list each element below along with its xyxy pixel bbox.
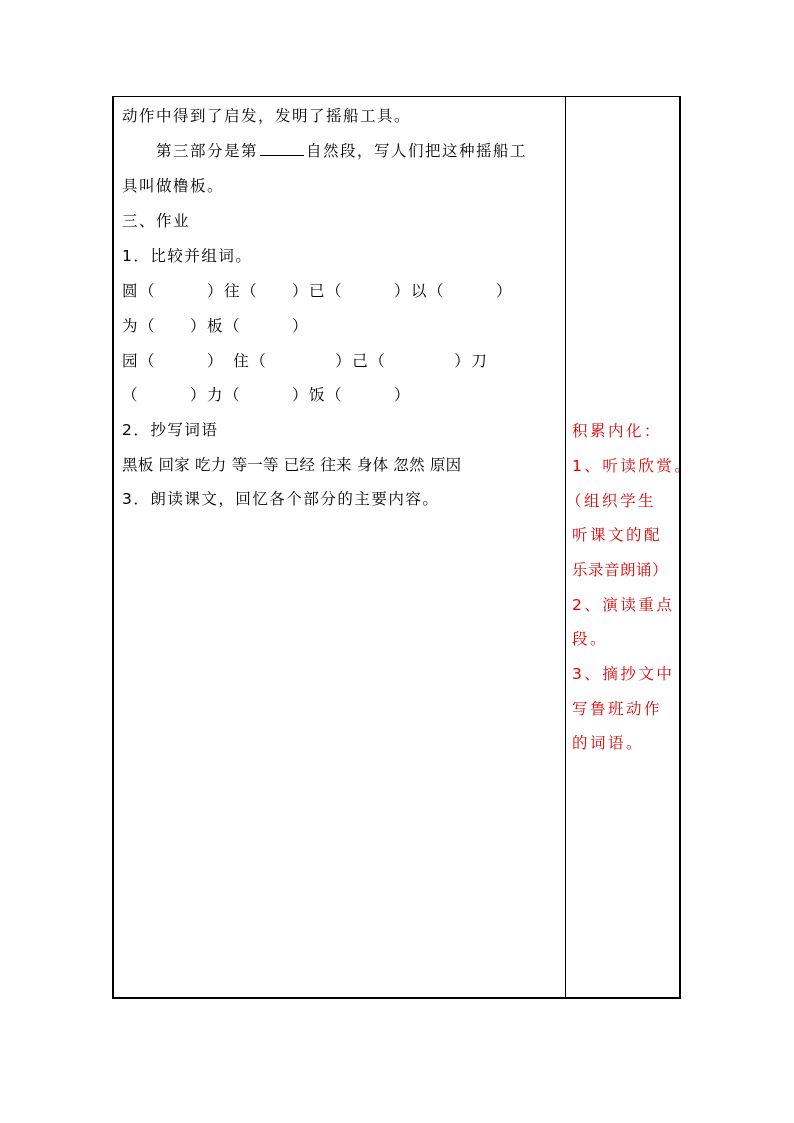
note-line-2: 1、听读欣赏。 [572, 457, 693, 475]
word-row-b: 为（ ）板（ ） [122, 317, 310, 335]
content-line-2-after: 自然段，写人们把这种摇船工 [306, 142, 528, 160]
homework-heading: 三、作业 [122, 212, 191, 230]
content-line-2-before: 第三部分是第 [156, 142, 259, 160]
note-line-3: （组织学生 [566, 492, 657, 510]
note-line-6: 2、演读重点 [572, 596, 675, 614]
word-row-a: 圆（ ）往（ ）已（ ）以（ ） [122, 282, 514, 300]
column-divider [565, 97, 566, 997]
note-line-7: 段。 [572, 630, 609, 648]
lesson-table [112, 96, 693, 999]
content-line-1: 动作中得到了启发，发明了摇船工具。 [122, 107, 412, 125]
content-line-3: 具叫做橹板。 [122, 177, 225, 195]
content-line-2 [156, 140, 527, 162]
word-row-c: 园（ ） 住（ ）己（ ）刀 [122, 352, 489, 370]
fill-blank [260, 141, 304, 156]
word-row-d: （ ）力（ ）饭（ ） [122, 386, 412, 404]
copy-words: 黑板 回家 吃力 等一等 已经 往来 身体 忽然 原因 [122, 456, 462, 474]
question-1: 1．比较并组词。 [122, 247, 253, 265]
question-2: 2．抄写词语 [122, 421, 219, 439]
note-line-1: 积累内化： [572, 422, 663, 440]
note-line-5: 乐录音朗诵） [572, 561, 669, 579]
note-line-9: 写鲁班动作 [572, 700, 663, 718]
note-line-8: 3、摘抄文中 [572, 665, 675, 683]
note-line-10: 的词语。 [572, 734, 645, 752]
note-line-4: 听课文的配 [572, 526, 663, 544]
question-3: 3．朗读课文，回忆各个部分的主要内容。 [122, 490, 440, 508]
